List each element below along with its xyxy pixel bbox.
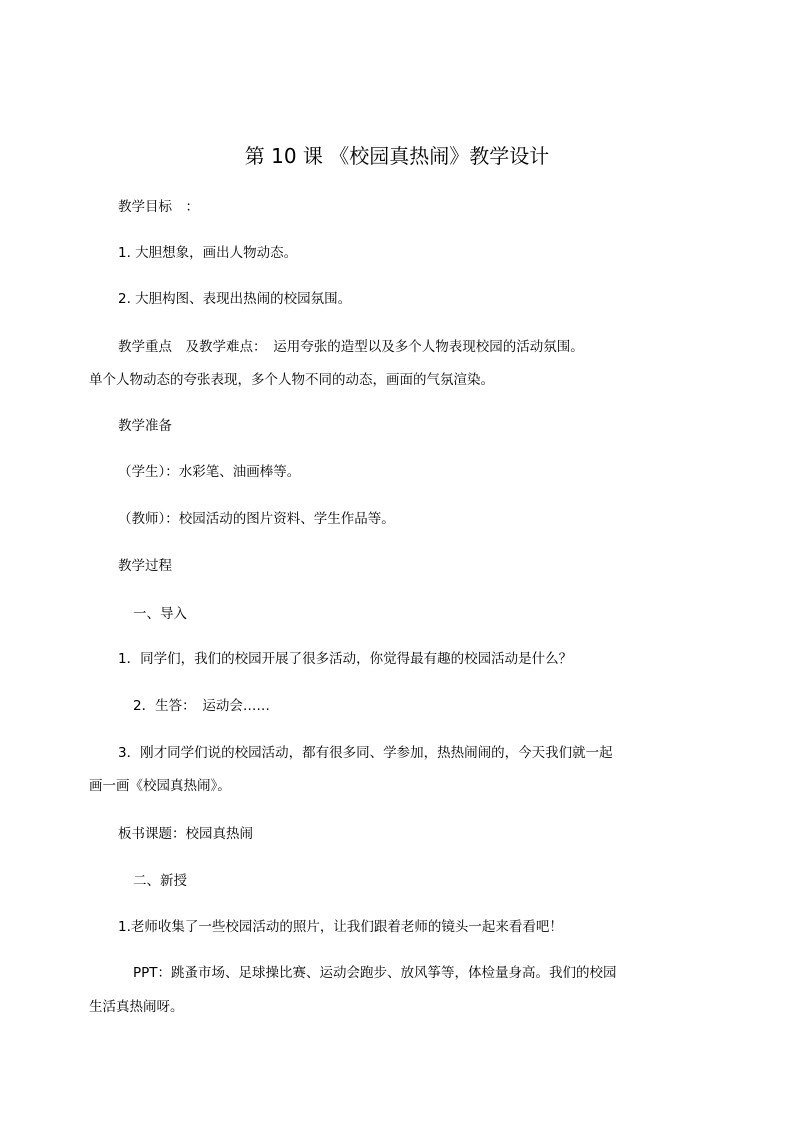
section-new-lesson-heading: 二、新授 xyxy=(133,873,187,889)
teacher-materials: （教师）：校园活动的图片资料、学生作品等。 xyxy=(118,511,395,527)
teaching-goals-heading: 教学目标 ： xyxy=(118,199,199,215)
intro-step-2: 2．生答： 运动会…… xyxy=(133,698,270,714)
board-topic: 板书课题：校园真热闹 xyxy=(118,826,253,842)
document-title: 第 10 课 《校园真热闹》教学设计 xyxy=(244,144,550,168)
key-points-continued: 单个人物动态的夸张表现，多个人物不同的动态，画面的气氛渲染。 xyxy=(89,372,494,388)
preparation-heading: 教学准备 xyxy=(118,418,172,434)
new-lesson-step-1: 1.老师收集了一些校园活动的照片，让我们跟着老师的镜头一起来看看吧！ xyxy=(118,919,563,935)
ppt-description-continued: 生活真热闹呀。 xyxy=(89,999,184,1015)
goal-item-2: 2. 大胆构图、表现出热闹的校园氛围。 xyxy=(118,291,352,307)
student-materials: （学生）：水彩笔、油画棒等。 xyxy=(118,464,301,480)
process-heading: 教学过程 xyxy=(118,558,172,574)
intro-step-1: 1．同学们，我们的校园开展了很多活动，你觉得最有趣的校园活动是什么？ xyxy=(118,651,573,667)
section-intro-heading: 一、导入 xyxy=(133,606,187,622)
intro-step-3: 3．刚才同学们说的校园活动，都有很多同、学参加，热热闹闹的，今天我们就一起 xyxy=(118,745,613,761)
intro-step-3-continued: 画一画《校园真热闹》。 xyxy=(89,778,231,794)
key-points-paragraph: 教学重点 及教学难点： 运用夸张的造型以及多个人物表现校园的活动氛围。 xyxy=(118,339,584,355)
ppt-description: PPT：跳蚤市场、足球操比赛、运动会跑步、放风筝等，体检量身高。我们的校园 xyxy=(133,965,617,981)
goal-item-1: 1. 大胆想象，画出人物动态。 xyxy=(118,245,298,261)
